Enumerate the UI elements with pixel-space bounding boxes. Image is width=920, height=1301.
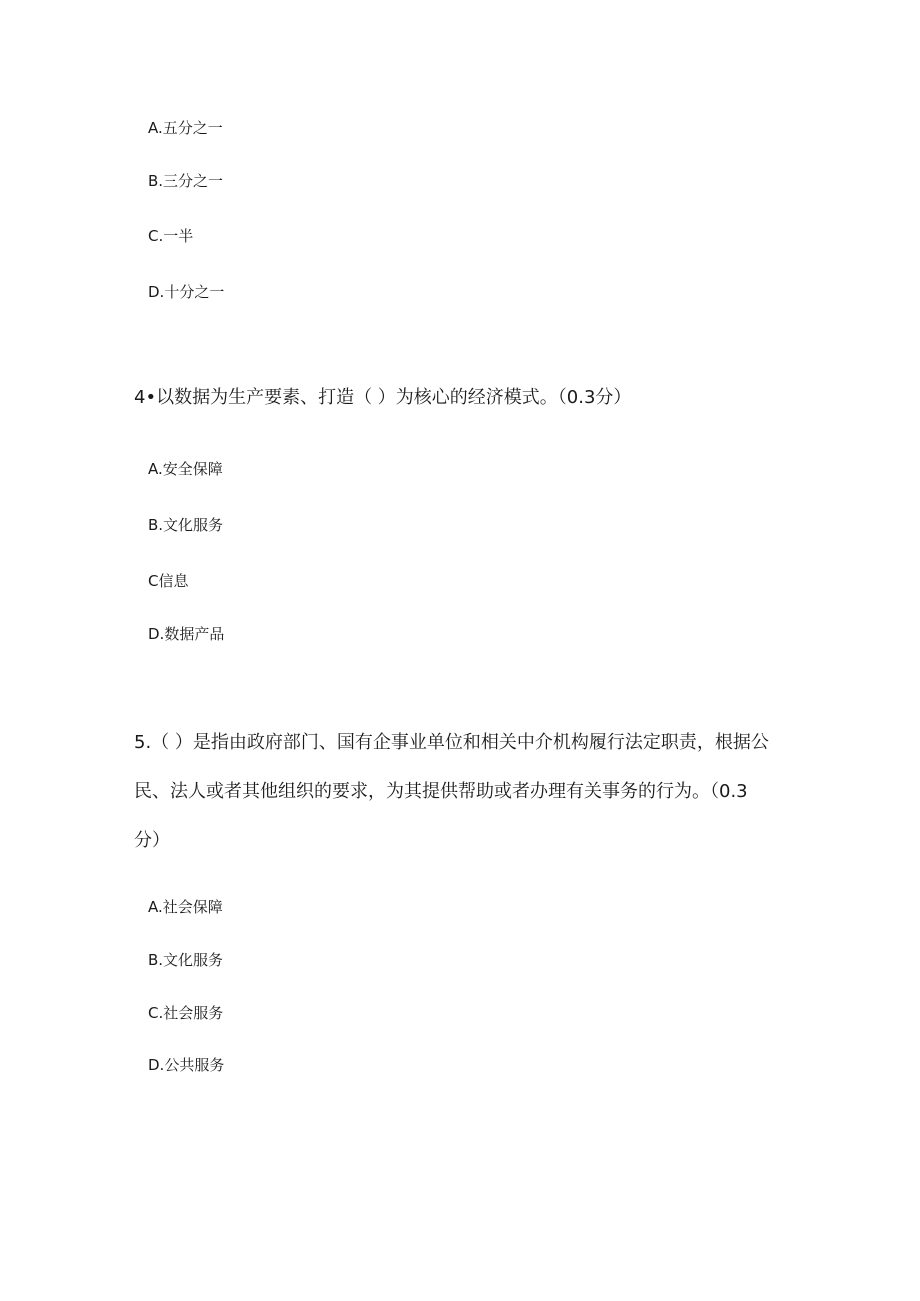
question-text: 4•以数据为生产要素、打造（ ）为核心的经济模式。（0.3分） [134,387,632,408]
option-a: A.五分之一 [148,119,223,137]
option-d: D.数据产品 [148,625,225,643]
question-text-line-3: 分） [134,830,170,851]
option-c: C.一半 [148,227,194,245]
option-b: B.文化服务 [148,516,224,534]
option-b: B.文化服务 [148,951,224,969]
question-text-line-2: 民、法人或者其他组织的要求，为其提供帮助或者办理有关事务的行为。（0.3 [134,781,748,802]
option-d: D.公共服务 [148,1056,225,1074]
option-a: A.社会保障 [148,898,223,916]
option-d: D.十分之一 [148,283,225,301]
option-b: B.三分之一 [148,172,224,190]
option-c: C.社会服务 [148,1004,224,1022]
question-text-line-1: 5.（ ）是指由政府部门、国有企事业单位和相关中介机构履行法定职责，根据公 [134,732,769,753]
option-a: A.安全保障 [148,460,223,478]
option-c: C信息 [148,572,189,590]
